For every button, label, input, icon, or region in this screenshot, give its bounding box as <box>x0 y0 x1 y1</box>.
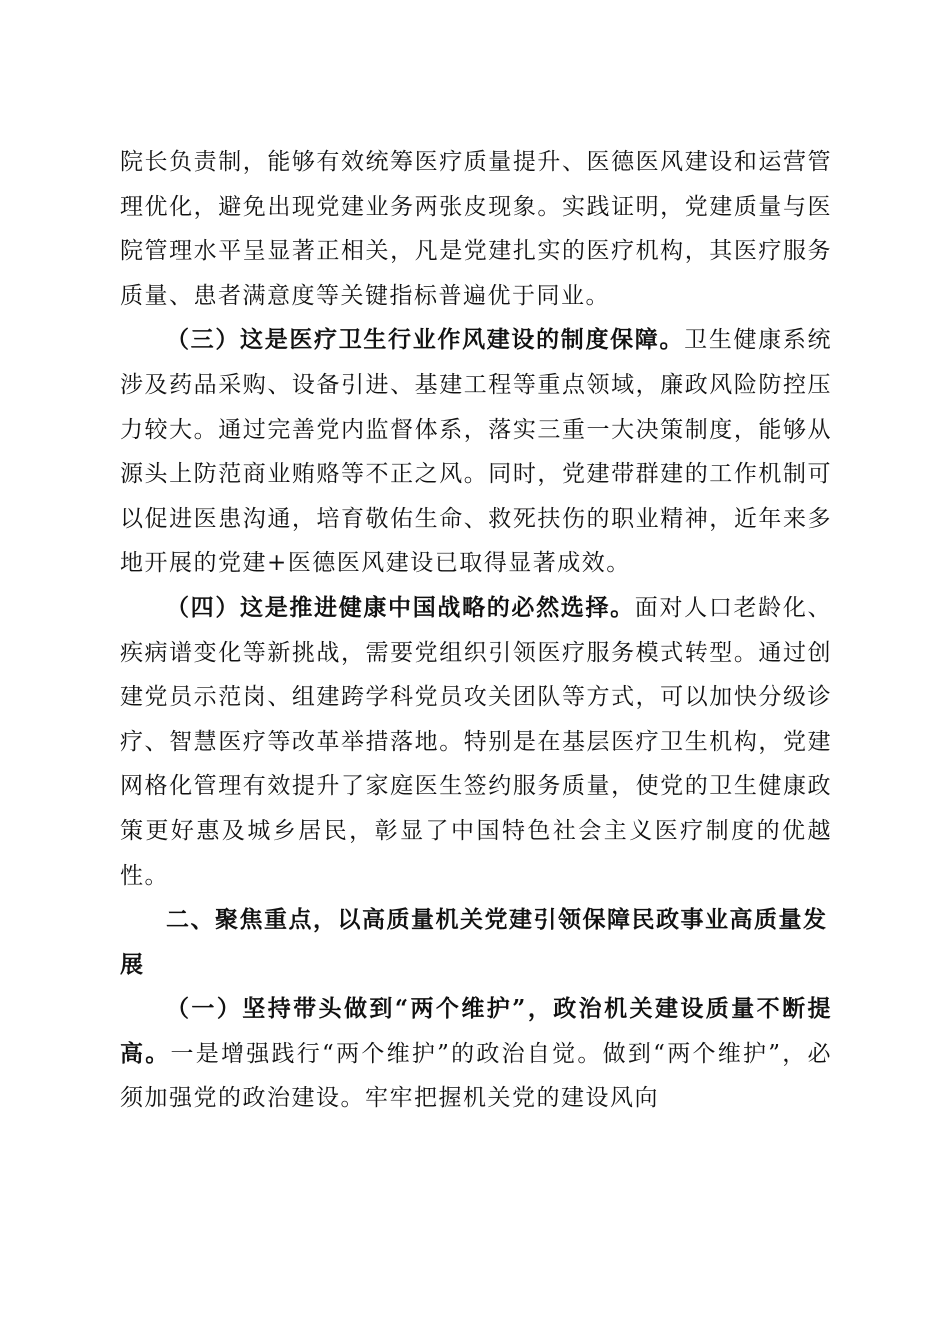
section-heading: 二、聚焦重点，以高质量机关党建引领保障民政事业高质量发展 <box>120 907 828 978</box>
paragraph-subsection-1 <box>120 987 832 1121</box>
paragraph-continuation <box>120 140 832 318</box>
paragraph-lead-sentence: （一）坚持带头做到“两个维护”，政治机关建设质量不断提高。 <box>120 995 832 1067</box>
paragraph-lead-sentence: （四）这是推进健康中国战略的必然选择。 <box>166 593 635 621</box>
paragraph-section-4 <box>120 586 832 898</box>
paragraph-section-3 <box>120 318 832 586</box>
document-page <box>120 140 832 1121</box>
paragraph-text: 一是增强践行“两个维护”的政治自觉。做到“两个维护”，必须加强党的政治建设。牢牢把握机关党的建设风向 <box>120 1040 832 1112</box>
paragraph-text: 面对人口老龄化、疾病谱变化等新挑战，需要党组织引领医疗服务模式转型。通过创建党员示范岗、组建跨学科党员攻关团队等方式，可以加快分级诊疗、智慧医疗等改革举措落地。特别是在基层医疗卫生机构，党建网格化管理有效提升了家庭医生签约服务质量，使党的卫生健康政策更好惠及城乡居民，彰显了中国特色社会主义医疗制度的优越性。 <box>120 594 833 889</box>
paragraph-text: 院长负责制，能够有效统筹医疗质量提升、医德医风建设和运营管理优化，避免出现党建业务两张皮现象。实践证明，党建质量与医院管理水平呈显著正相关，凡是党建扎实的医疗机构，其医疗服务质量、患者满意度等关键指标普遍优于同业。 <box>120 149 832 309</box>
paragraph-text: 卫生健康系统涉及药品采购、设备引进、基建工程等重点领域，廉政风险防控压力较大。通过完善党内监督体系，落实三重一大决策制度，能够从源头上防范商业贿赂等不正之风。同时，党建带群建的工作机制可以促进医患沟通，培育敬佑生命、救死扶伤的职业精神，近年来多地开展的党建+医德医风建设已取得显著成效。 <box>120 327 833 577</box>
paragraph-lead-sentence: （三）这是医疗卫生行业作风建设的制度保障。 <box>166 326 685 354</box>
